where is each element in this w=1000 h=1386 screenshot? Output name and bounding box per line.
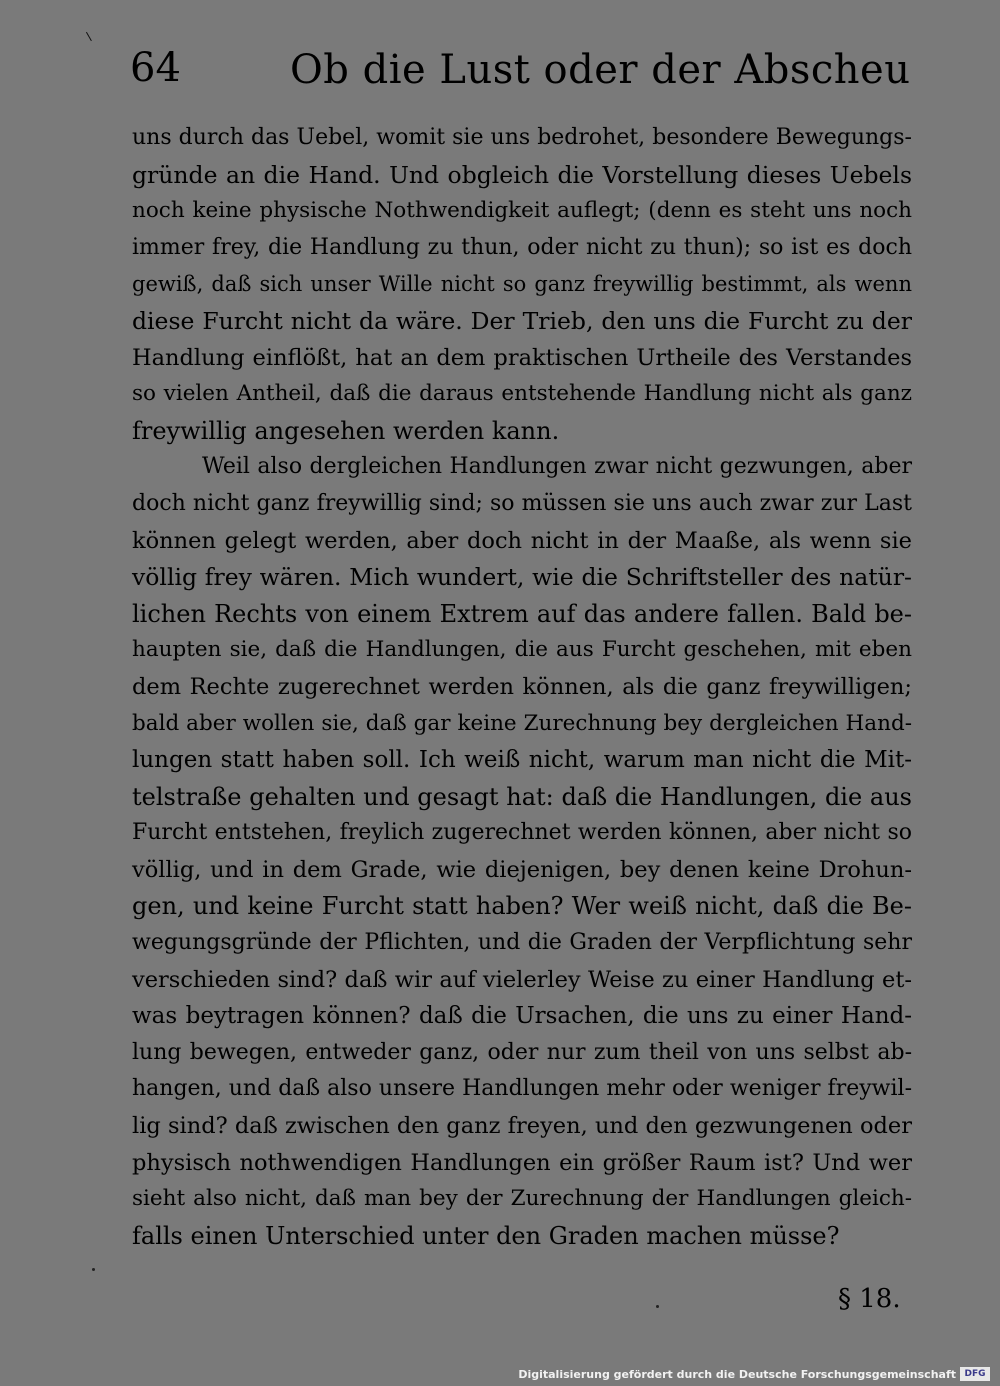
digitization-credit: Digitalisierung gefördert durch die Deutsche Forschungsgemeinschaft: [518, 1368, 956, 1381]
text-line: haupten sie, daß die Handlungen, die aus Furcht geschehen, mit eben: [132, 637, 912, 663]
body-text: [132, 120, 912, 1254]
text-line: falls einen Unterschied unter den Graden machen müsse?: [132, 1221, 840, 1250]
text-line: wegungsgründe der Pflichten, und die Graden der Verpflichtung sehr: [132, 930, 912, 956]
text-line: hangen, und daß also unsere Handlungen mehr oder weniger freywil-: [132, 1076, 912, 1102]
text-line: verschieden sind? daß wir auf vielerley Weise zu einer Handlung et-: [132, 966, 912, 993]
text-line: völlig, und in dem Grade, wie diejenigen, bey denen keine Drohun-: [132, 856, 912, 883]
text-line: sieht also nicht, daß man bey der Zurechnung der Handlungen gleich-: [132, 1186, 912, 1212]
text-line: immer frey, die Handlung zu thun, oder nicht zu thun); so ist es doch: [132, 234, 912, 260]
text-line: lichen Rechts von einem Extrem auf das andere fallen. Bald be-: [132, 599, 912, 628]
margin-mark: [86, 29, 97, 41]
ink-speck: [92, 1268, 95, 1271]
text-line: freywillig angesehen werden kann.: [132, 416, 560, 445]
ink-speck: [656, 1305, 659, 1308]
text-line: was beytragen können? daß die Ursachen, die uns zu einer Hand-: [132, 1003, 912, 1030]
text-line: gen, und keine Furcht statt haben? Wer weiß nicht, daß die Be-: [132, 892, 912, 921]
text-line: Handlung einflößt, hat an dem praktischen Urtheile des Verstandes: [132, 344, 912, 371]
text-line: doch nicht ganz freywillig sind; so müssen sie uns auch zwar zur Last: [132, 490, 912, 516]
running-title: Ob die Lust oder der Abscheu: [290, 47, 911, 93]
text-line: so vielen Antheil, daß die daraus entstehende Handlung nicht als ganz: [132, 381, 912, 407]
dfg-logo: DFG: [960, 1367, 990, 1381]
text-line: diese Furcht nicht da wäre. Der Trieb, den uns die Furcht zu der: [132, 306, 912, 335]
text-line: lung bewegen, entweder ganz, oder nur zum theil von uns selbst ab-: [132, 1039, 912, 1065]
text-line: bald aber wollen sie, daß gar keine Zurechnung bey dergleichen Hand-: [132, 710, 912, 736]
text-line: gründe an die Hand. Und obgleich die Vorstellung dieses Uebels: [132, 160, 912, 189]
text-line: telstraße gehalten und gesagt hat: daß die Handlungen, die aus: [132, 782, 912, 811]
text-line: lungen statt haben soll. Ich weiß nicht, warum man nicht die Mit-: [132, 747, 912, 774]
paragraph-1: [132, 120, 912, 449]
text-line: Weil also dergleichen Handlungen zwar nicht gezwungen, aber: [202, 454, 912, 480]
text-line: völlig frey wären. Mich wundert, wie die Schriftsteller des natür-: [132, 563, 912, 592]
text-line: können gelegt werden, aber doch nicht in der Maaße, als wenn sie: [132, 527, 912, 554]
text-line: physisch nothwendigen Handlungen ein größer Raum ist? Und wer: [132, 1149, 912, 1176]
text-line: lig sind? daß zwischen den ganz freyen, und den gezwungenen oder: [132, 1113, 912, 1140]
catchword: § 18.: [838, 1284, 901, 1314]
page-number: 64: [130, 45, 181, 91]
text-line: gewiß, daß sich unser Wille nicht so ganz freywillig bestimmt, als wenn: [132, 272, 912, 297]
text-line: noch keine physische Nothwendigkeit auflegt; (denn es steht uns noch: [132, 198, 912, 224]
text-line: Furcht entstehen, freylich zugerechnet werden können, aber nicht so: [132, 820, 912, 846]
text-line: dem Rechte zugerechnet werden können, als die ganz freywilligen;: [132, 673, 912, 700]
paragraph-2: [132, 449, 912, 1254]
text-line: uns durch das Uebel, womit sie uns bedrohet, besondere Bewegungs-: [132, 125, 912, 150]
